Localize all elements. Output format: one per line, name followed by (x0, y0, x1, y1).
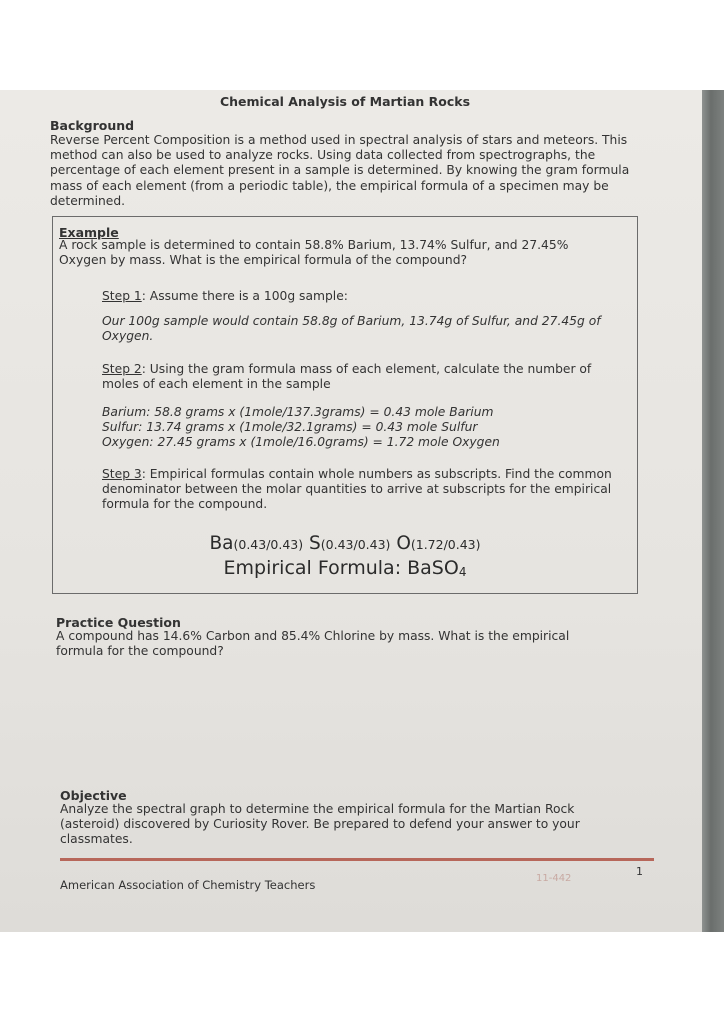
step-1-result: Our 100g sample would contain 58.8g of Barium, 13.74g of Sulfur, and 27.45g of Oxygen. (102, 314, 601, 344)
footer-code: 11-442 (536, 873, 572, 884)
page-title: Chemical Analysis of Martian Rocks (219, 94, 471, 109)
ratio-ba: Ba (209, 533, 234, 554)
background-text: Reverse Percent Composition is a method used in spectral analysis of stars and meteors. This method can also be used to analyze rocks. Using data collected from spectrographs, the percentage of each element present in a sample is determined. By knowing the gram formula mass of each element (from a periodic table), the empirical formula of a specimen may be determined. (50, 133, 630, 208)
practice-text: A compound has 14.6% Carbon and 85.4% Chlorine by mass. What is the empirical formula for the compound? (56, 629, 570, 659)
example-text: A rock sample is determined to contain 58.8% Barium, 13.74% Sulfur, and 27.45% Oxygen by mass. What is the empirical formula of the compound? (59, 238, 569, 268)
page-number: 1 (636, 865, 643, 878)
empirical-formula (53, 557, 637, 579)
background-heading: Background (50, 118, 135, 133)
ratio-ba-sub: (0.43/0.43) (233, 537, 304, 552)
background-surface-edge (702, 90, 724, 932)
empirical-formula-label: Empirical Formula: BaSO (223, 557, 459, 579)
objective-heading: Objective (60, 788, 127, 803)
step-2-text: : Using the gram formula mass of each element, calculate the number of moles of each element in the sample (102, 362, 592, 392)
empirical-formula-sub: 4 (458, 565, 467, 579)
step-1-label: Step 1 (102, 289, 142, 303)
document-photo (0, 90, 724, 932)
calc-oxygen: Oxygen: 27.45 grams x (1mole/16.0grams) = 1.72 mole Oxygen (102, 435, 500, 449)
worksheet-page (0, 90, 702, 932)
step-3-label: Step 3 (102, 467, 142, 481)
footer-organization: American Association of Chemistry Teachers (60, 878, 316, 892)
step-3 (102, 467, 632, 513)
example-heading: Example (59, 225, 119, 240)
objective-text: Analyze the spectral graph to determine the empirical formula for the Martian Rock (asteroid) discovered by Curiosity Rover. Be prepared to defend your answer to your classmates. (60, 802, 580, 847)
ratio-o-sub: (1.72/0.43) (410, 537, 481, 552)
ratio-o: O (396, 533, 411, 554)
step-3-text: : Empirical formulas contain whole numbers as subscripts. Find the common denominator between the molar quantities to arrive at subscripts for the empirical formula for the compound. (102, 467, 612, 512)
practice-heading: Practice Question (56, 615, 181, 630)
step-1 (102, 289, 632, 304)
example-box (52, 216, 638, 594)
ratio-s-sub: (0.43/0.43) (320, 537, 391, 552)
step-2 (102, 362, 632, 392)
mole-ratio-formula (53, 533, 637, 554)
calc-barium: Barium: 58.8 grams x (1mole/137.3grams) = 0.43 mole Barium (102, 405, 494, 419)
step-2-label: Step 2 (102, 362, 142, 376)
ratio-s: S (309, 533, 321, 554)
calc-sulfur: Sulfur: 13.74 grams x (1mole/32.1grams) = 0.43 mole Sulfur (102, 420, 478, 434)
footer-divider (60, 858, 654, 861)
step-1-text: : Assume there is a 100g sample: (141, 289, 348, 303)
